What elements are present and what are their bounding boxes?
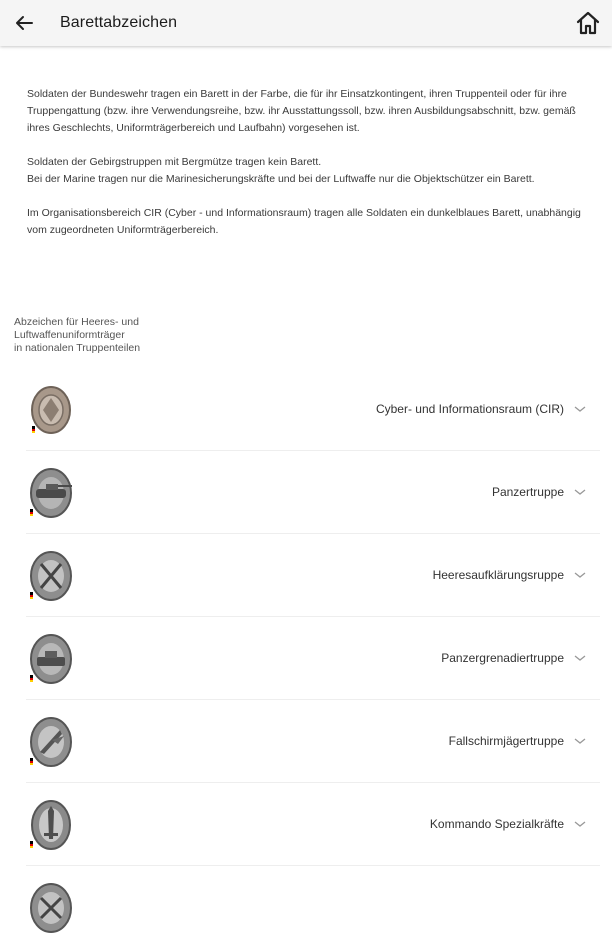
list-item-label: Panzertruppe [491, 485, 564, 499]
intro-paragraph: Soldaten der Bundeswehr tragen ein Barett in der Farbe, die für ihr Einsatzkontingent, ihren Truppenteil oder für ihre Truppengattung (bzw. ihre Verwendungsreihe, bzw. ihr Ausstattungssoll, bzw. ihren Ausbildungsabschnitt, bzw. gemäß ihres Geschlechts, Uniformträgerbereich und Laufbahn) vorgesehen ist. [27, 88, 576, 134]
badge-list [26, 368, 600, 948]
list-item-heeresaufklaerung[interactable] [26, 534, 600, 617]
section-label-line: Luftwaffenuniformträger [14, 329, 125, 341]
list-item-label: Cyber- und Informationsraum (CIR) [375, 402, 564, 416]
section-label-line: Abzeichen für Heeres- und [14, 316, 139, 328]
list-item-cir[interactable] [26, 368, 600, 451]
intro-paragraph: Im Organisationsbereich CIR (Cyber - und Informationsraum) tragen alle Soldaten ein dunkelblaues Barett, unabhängig vom zugeordneten Uniformträgerbereich. [27, 207, 581, 236]
list-item-label: Heeresaufklärungsruppe [432, 568, 564, 582]
chevron-down-icon[interactable] [574, 487, 586, 497]
beret-badge-icon [26, 880, 76, 936]
list-item-fallschirmjaeger[interactable] [26, 700, 600, 783]
intro-line: Soldaten der Gebirgstruppen mit Bergmütze tragen kein Barett. [27, 156, 322, 168]
list-item-label: Kommando Spezialkräfte [429, 817, 564, 831]
grenadier-beret-badge-icon [26, 631, 76, 687]
recon-beret-badge-icon [26, 548, 76, 604]
cir-beret-badge-icon [26, 382, 76, 438]
list-item-label: Fallschirmjägertruppe [448, 734, 564, 748]
paratrooper-beret-badge-icon [26, 714, 76, 770]
list-item-partial[interactable] [26, 866, 600, 948]
list-item-ksk[interactable] [26, 783, 600, 866]
intro-paragraph [27, 154, 585, 188]
arrow-left-icon[interactable] [12, 11, 36, 35]
section-label [14, 316, 214, 355]
intro-text [27, 86, 585, 256]
chevron-down-icon[interactable] [574, 570, 586, 580]
list-item-label: Panzergrenadiertruppe [441, 651, 564, 665]
intro-line: Bei der Marine tragen nur die Marinesicherungskräfte und bei der Luftwaffe nur die Objektschützer ein Barett. [27, 173, 535, 185]
home-icon[interactable] [574, 9, 602, 37]
tank-beret-badge-icon [26, 465, 76, 521]
list-item-panzergrenadier[interactable] [26, 617, 600, 700]
ksk-beret-badge-icon [26, 797, 76, 853]
list-item-panzertruppe[interactable] [26, 451, 600, 534]
chevron-down-icon[interactable] [574, 653, 586, 663]
chevron-down-icon[interactable] [574, 819, 586, 829]
chevron-down-icon[interactable] [574, 404, 586, 414]
section-label-line: in nationalen Truppenteilen [14, 342, 141, 354]
page-title: Barettabzeichen [60, 14, 178, 31]
chevron-down-icon[interactable] [574, 736, 586, 746]
app-bar [0, 0, 612, 46]
